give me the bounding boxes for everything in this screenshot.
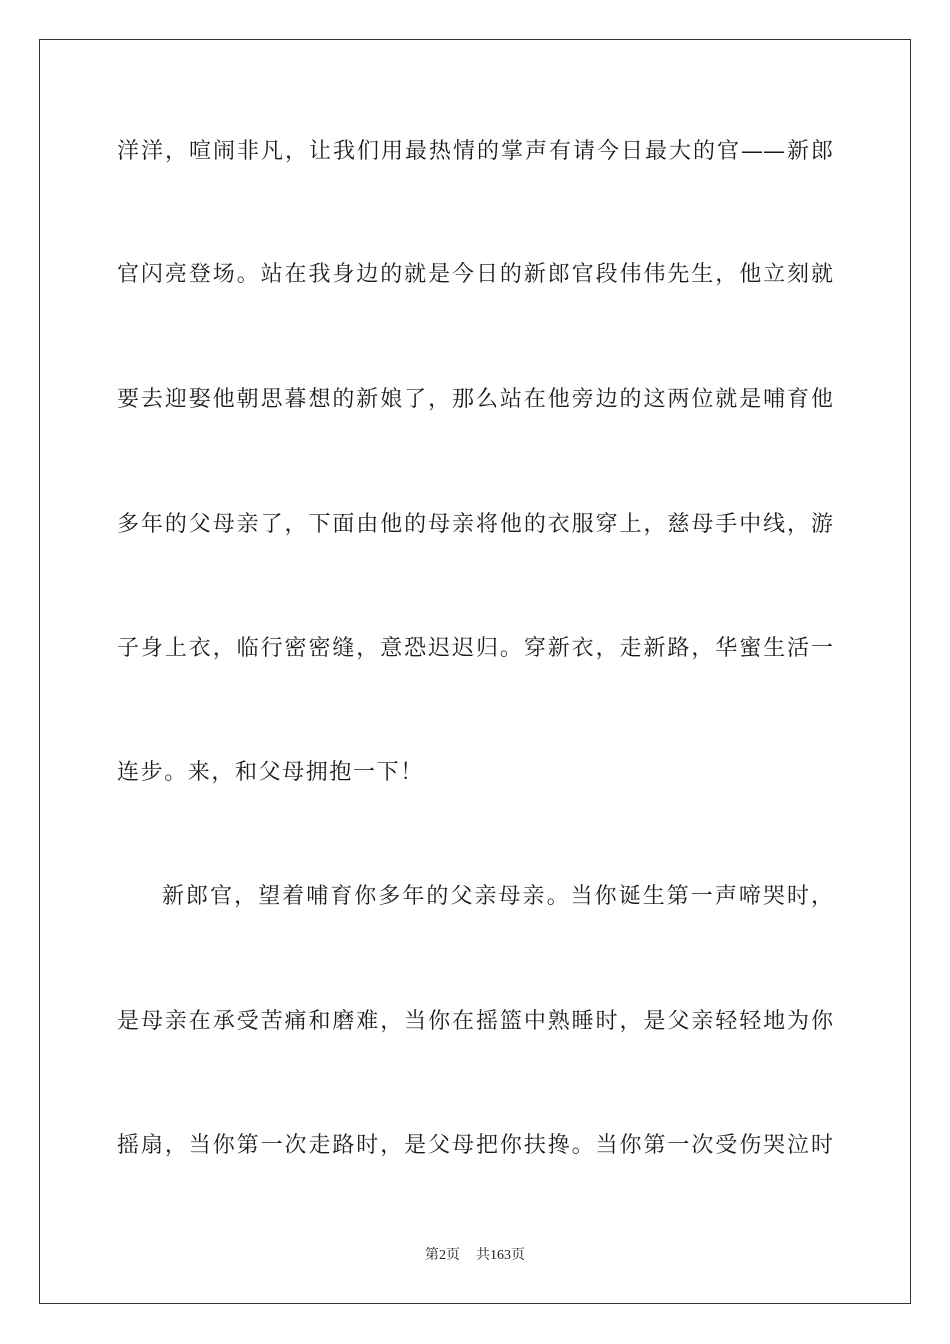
total-pages: 共163页 <box>476 1248 525 1263</box>
paragraph-line: 多年的父母亲了，下面由他的母亲将他的衣服穿上，慈母手中线，游 <box>117 512 833 537</box>
page-footer <box>0 1246 950 1266</box>
paragraph-line: 官闪亮登场。站在我身边的就是今日的新郎官段伟伟先生，他立刻就 <box>117 262 833 287</box>
paragraph-line: 是母亲在承受苦痛和磨难，当你在摇篮中熟睡时，是父亲轻轻地为你 <box>117 1009 833 1034</box>
paragraph-line: 子身上衣，临行密密缝，意恐迟迟归。穿新衣，走新路，华蜜生活一 <box>117 636 833 661</box>
page-number: 第2页 <box>425 1248 460 1263</box>
paragraph-line: 新郎官，望着哺育你多年的父亲母亲。当你诞生第一声啼哭时， <box>162 884 833 909</box>
paragraph-line: 摇扇，当你第一次走路时，是父母把你扶搀。当你第一次受伤哭泣时 <box>117 1133 833 1158</box>
paragraph-line: 洋洋，喧闹非凡，让我们用最热情的掌声有请今日最大的官——新郎 <box>117 139 833 164</box>
paragraph-line: 要去迎娶他朝思暮想的新娘了，那么站在他旁边的这两位就是哺育他 <box>117 387 833 412</box>
paragraph-line: 连步。来，和父母拥抱一下！ <box>117 760 424 785</box>
page-border <box>39 39 911 1304</box>
